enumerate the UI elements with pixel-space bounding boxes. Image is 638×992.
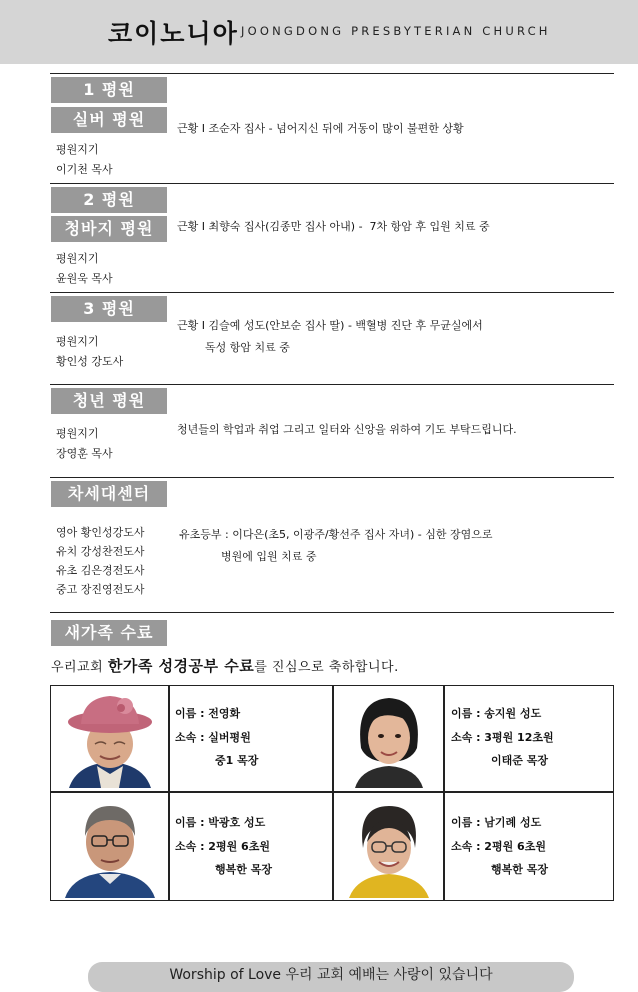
- section-pyeongwon-3: [50, 292, 614, 385]
- leader-name: 이기천 목사: [56, 163, 113, 176]
- member-group: 행복한 목장: [491, 863, 548, 876]
- section-label: 2 평원: [51, 187, 167, 213]
- member-name: 이름 : 송지원 성도: [451, 707, 542, 720]
- prayer-news: 근황 I 최향숙 집사(김종만 집사 아내) - 7차 항암 후 입원 치료 중: [177, 220, 490, 233]
- church-name: JOONGDONG PRESBYTERIAN CHURCH: [241, 24, 551, 38]
- member-affiliation: 소속 : 3평원 12초원: [451, 730, 554, 744]
- leader-role: 평원지기: [56, 143, 99, 156]
- prayer-news: 청년들의 학업과 취업 그리고 일터와 신앙을 위하여 기도 부탁드립니다.: [177, 423, 517, 436]
- member-group: 이태준 목장: [491, 754, 548, 767]
- member-photo: [59, 798, 161, 898]
- grid-divider: [332, 686, 334, 900]
- section-next-generation: [50, 477, 614, 613]
- leader-name: 윤원욱 목사: [56, 272, 113, 285]
- member-name: 이름 : 남기례 성도: [451, 816, 542, 829]
- leader-role: 평원지기: [56, 427, 99, 440]
- staff-item: 유치 강성찬전도사: [56, 545, 145, 558]
- member-name: 이름 : 박광호 성도: [175, 816, 266, 829]
- staff-item: 영아 황인성강도사: [56, 526, 145, 539]
- header-banner: [0, 0, 638, 64]
- leader-name: 황인성 강도사: [56, 355, 124, 368]
- member-affiliation: 소속 : 2평원 6초원: [451, 839, 546, 853]
- member-photo: [59, 692, 161, 788]
- member-info: [451, 811, 548, 882]
- section-sublabel: 실버 평원: [51, 107, 167, 133]
- leader-role: 평원지기: [56, 252, 99, 265]
- section-label: 1 평원: [51, 77, 167, 103]
- section-sublabel: 청바지 평원: [51, 216, 167, 242]
- member-affiliation: 소속 : 실버평원: [175, 730, 251, 744]
- member-group: 중1 목장: [215, 754, 259, 767]
- section-label: 청년 평원: [51, 388, 167, 414]
- member-photo: [341, 692, 437, 788]
- member-info: [451, 702, 554, 773]
- new-members-grid: [50, 685, 614, 901]
- staff-item: 중고 장진영전도사: [56, 583, 145, 596]
- prayer-news: 유초등부 : 이다은(초5, 이광주/황선주 집사 자녀) - 심한 장염으로 병원에 입원 치료 중: [179, 528, 493, 563]
- leader-name: 장영훈 목사: [56, 447, 113, 460]
- member-info: [175, 811, 272, 882]
- member-info: [175, 702, 258, 773]
- section-label: 3 평원: [51, 296, 167, 322]
- staff-item: 유초 김은경전도사: [56, 564, 145, 577]
- footer-banner: Worship of Love 우리 교회 예배는 사랑이 있습니다: [88, 962, 574, 992]
- prayer-news: 근황 I 조순자 집사 - 넘어지신 뒤에 거동이 많이 불편한 상황: [177, 122, 464, 135]
- member-photo: [341, 798, 437, 898]
- member-affiliation: 소속 : 2평원 6초원: [175, 839, 270, 853]
- grid-divider: [168, 686, 170, 900]
- section-pyeongwon-2: [50, 183, 614, 293]
- section-label: 차세대센터: [51, 481, 167, 507]
- page-title: 코이노니아: [108, 19, 239, 48]
- member-group: 행복한 목장: [215, 863, 272, 876]
- prayer-news: 근황 I 김슬예 성도(안보순 집사 딸) - 백혈병 진단 후 무균실에서 독성 항암 치료 중: [177, 319, 483, 354]
- section-pyeongwon-1: [50, 73, 614, 184]
- section-youth: [50, 384, 614, 478]
- congrats-text: 우리교회 한가족 성경공부 수료를 진심으로 축하합니다.: [51, 657, 399, 675]
- leader-role: 평원지기: [56, 335, 99, 348]
- grid-divider: [443, 686, 445, 900]
- member-name: 이름 : 전영화: [175, 707, 241, 720]
- newfamily-label: 새가족 수료: [51, 620, 167, 646]
